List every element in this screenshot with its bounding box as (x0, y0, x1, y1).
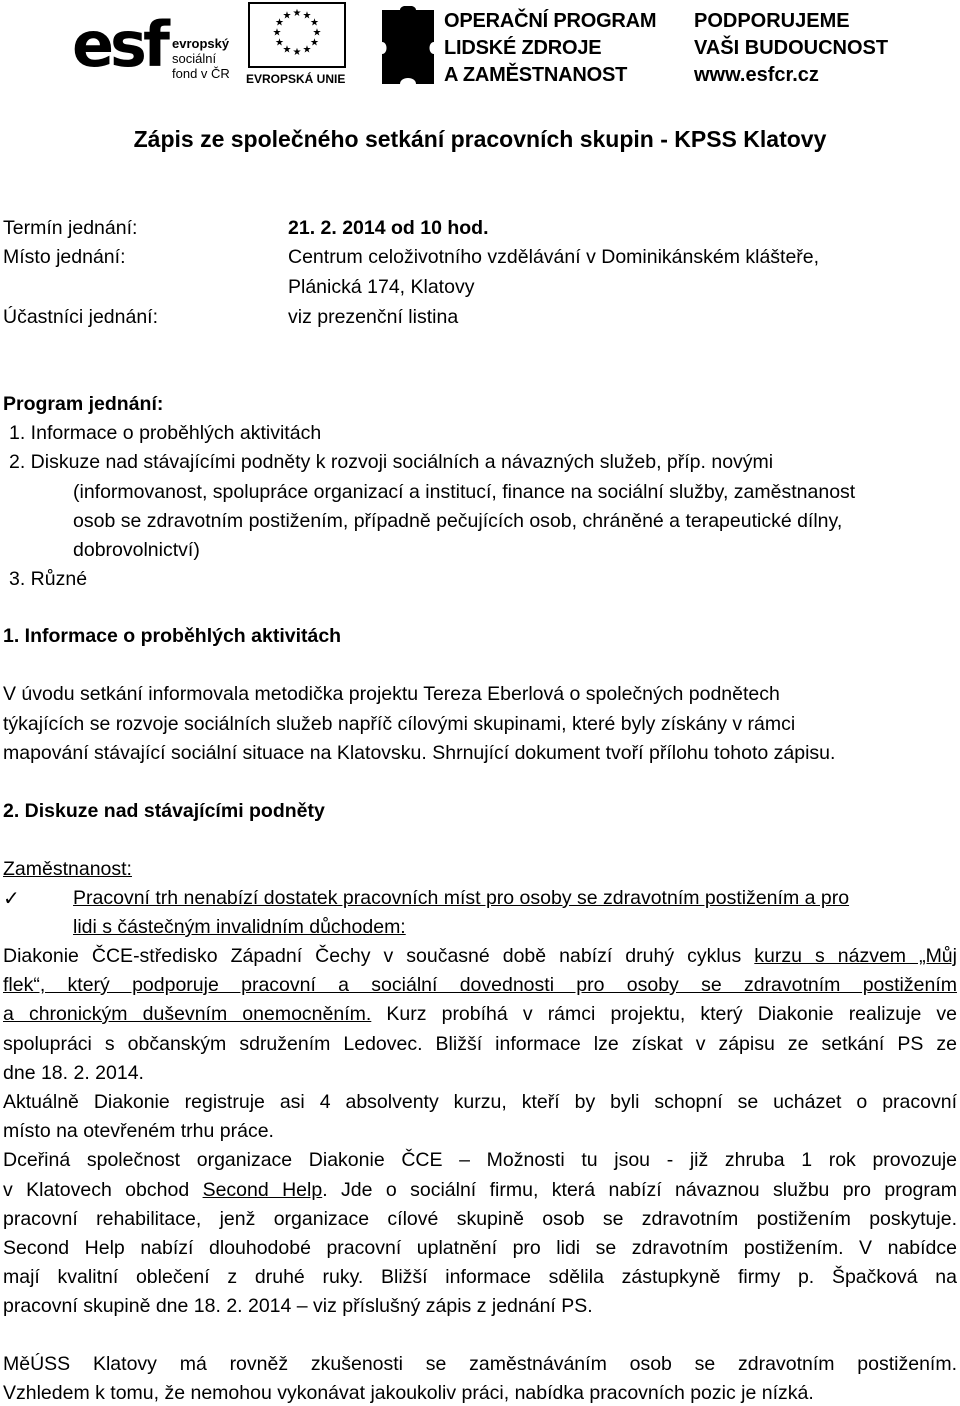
esf-sub-line: fond v ČR (172, 66, 230, 81)
puzzle-icon (380, 6, 436, 86)
esf-sub-line: evropský (172, 36, 230, 51)
svg-text:★: ★ (275, 17, 284, 29)
place-value-address: Plánická 174, Klatovy (288, 276, 475, 298)
svg-text:★: ★ (275, 37, 284, 49)
paragraph-line: dne 18. 2. 2014. (3, 1062, 144, 1084)
section-1-paragraph-line: V úvodu setkání informovala metodička projektu Tereza Eberlová o společných podnětech (3, 683, 780, 705)
op-line: OPERAČNÍ PROGRAM (444, 10, 657, 32)
op-logo (380, 2, 670, 90)
paragraph-line: MěÚSS Klatovy má rovněž zkušenosti se zaměstnáváním osob se zdravotním postižením. (3, 1353, 957, 1375)
employment-subheading: Zaměstnanost: (3, 858, 132, 880)
section-1-heading: 1. Informace o proběhlých aktivitách (3, 625, 342, 647)
paragraph-line: Aktuálně Diakonie registruje asi 4 absolventy kurzu, kteří by byli schopní se ucházet o pracovní (3, 1091, 957, 1113)
svg-text:★: ★ (272, 27, 282, 39)
place-label: Místo jednání: (3, 246, 126, 268)
paragraph-line: Vzhledem k tomu, že nemohou vykonávat jakoukoliv práci, nabídka pracovních pozic je nízká. (3, 1382, 814, 1404)
program-item-3: 3. Různé (9, 568, 88, 590)
paragraph-line: Dceřiná společnost organizace Diakonie ČCE – Možnosti tu jsou - již zhruba 1 rok provozuje (3, 1149, 957, 1171)
text-span: . Jde o sociální firmu, která nabízí návaznou službu pro program (322, 1179, 957, 1201)
date-label: Termín jednání: (3, 217, 138, 239)
program-item-2-cont: (informovanost, spolupráce organizací a institucí, finance na sociální služby, zaměstnanost (73, 481, 856, 503)
svg-text:★: ★ (292, 8, 302, 19)
website-link: www.esfcr.cz (694, 64, 819, 86)
esf-logo-word: esf (72, 8, 166, 81)
text-span: v Klatovech obchod (3, 1179, 203, 1201)
participants-value: viz prezenční listina (288, 306, 459, 328)
paragraph-line: pracovní rehabilitace, jenž organizace cílové skupině osob se zdravotním postižením poskytuje. (3, 1208, 957, 1230)
program-item-1: 1. Informace o proběhlých aktivitách (9, 422, 322, 444)
program-item-2-cont: dobrovolnictví) (73, 539, 200, 561)
paragraph-line (3, 1179, 957, 1202)
svg-text:★: ★ (310, 17, 319, 29)
esf-logo (72, 2, 240, 88)
program-item-2: 2. Diskuze nad stávajícími podněty k rozvoji sociálních a návazných služeb, příp. novými (9, 451, 774, 473)
place-value: Centrum celoživotního vzdělávání v Dominikánském klášteře, (288, 246, 820, 268)
course-name-text: a chronickým duševním onemocněním. (3, 1003, 372, 1025)
op-line: A ZAMĚSTNANOST (444, 64, 628, 86)
op-logo-text (444, 8, 656, 89)
paragraph-line: Second Help nabízí dlouhodobé pracovní uplatnění pro lidi se zdravotním postižením. V nabídce (3, 1237, 957, 1259)
svg-text:★: ★ (302, 44, 312, 56)
text-span: Kurz probíhá v rámci projektu, který Diakonie realizuje ve (371, 1003, 958, 1025)
paragraph-line (3, 945, 957, 968)
section-1-paragraph-line: mapování stávající sociální situace na Klatovsku. Shrnující dokument tvoří přílohu tohoto zápisu. (3, 742, 836, 764)
esf-logo-subtitle (172, 36, 230, 81)
svg-text:★: ★ (282, 10, 292, 22)
participants-label: Účastníci jednání: (3, 306, 159, 328)
paragraph-line: spolupráci s občanským sdružením Ledovec. Bližší informace lze získat v zápisu ze setkání PS ze (3, 1033, 957, 1055)
section-2-heading: 2. Diskuze nad stávajícími podněty (3, 800, 325, 822)
program-heading: Program jednání: (3, 393, 164, 415)
esf-sub-line: sociální (172, 51, 217, 66)
checkmark-icon: ✓ (3, 888, 20, 910)
svg-text:★: ★ (292, 47, 302, 58)
svg-text:★: ★ (282, 44, 292, 56)
op-line: LIDSKÉ ZDROJE (444, 37, 602, 59)
page-header (0, 0, 960, 95)
course-name-text: kurzu s názvem „Můj (754, 945, 957, 967)
date-value: 21. 2. 2014 od 10 hod. (288, 217, 489, 239)
svg-text:★: ★ (312, 27, 322, 39)
eu-label: EVROPSKÁ UNIE (246, 72, 346, 86)
eu-flag-icon (248, 2, 346, 68)
paragraph-line: flek“, který podporuje pracovní a sociální dovednosti pro osoby se zdravotním postižením (3, 974, 957, 996)
section-1-paragraph-line: týkajících se rozvoje sociálních služeb napříč cílovými skupinami, které byly získány v rámci (3, 713, 796, 735)
support-line: PODPORUJEME (694, 10, 850, 32)
support-slogan (694, 8, 888, 89)
support-line: VAŠI BUDOUCNOST (694, 37, 889, 59)
svg-text:★: ★ (302, 10, 312, 22)
document-title: Zápis ze společného setkání pracovních skupin - KPSS Klatovy (133, 126, 827, 152)
text-span: Diakonie ČCE-středisko Západní Čechy v současné době nabízí druhý cyklus (3, 945, 755, 967)
paragraph-line: pracovní skupině dne 18. 2. 2014 – viz příslušný zápis z jednání PS. (3, 1295, 593, 1317)
bullet-line: lidi s částečným invalidním důchodem: (73, 916, 406, 938)
paragraph-line: místo na otevřeném trhu práce. (3, 1120, 274, 1142)
paragraph-line (3, 1003, 957, 1026)
bullet-line: Pracovní trh nenabízí dostatek pracovních míst pro osoby se zdravotním postižením a pro (73, 887, 850, 909)
paragraph-line: mají kvalitní oblečení z druhé ruky. Bližší informace sdělila zástupkyně firmy p. Špačková na (3, 1266, 957, 1288)
program-item-2-cont: osob se zdravotním postižením, případně pečujících osob, chráněné a terapeutické dílny, (73, 510, 843, 532)
shop-name-text: Second Help (202, 1179, 323, 1201)
eu-logo (246, 2, 350, 88)
svg-text:★: ★ (310, 37, 319, 49)
